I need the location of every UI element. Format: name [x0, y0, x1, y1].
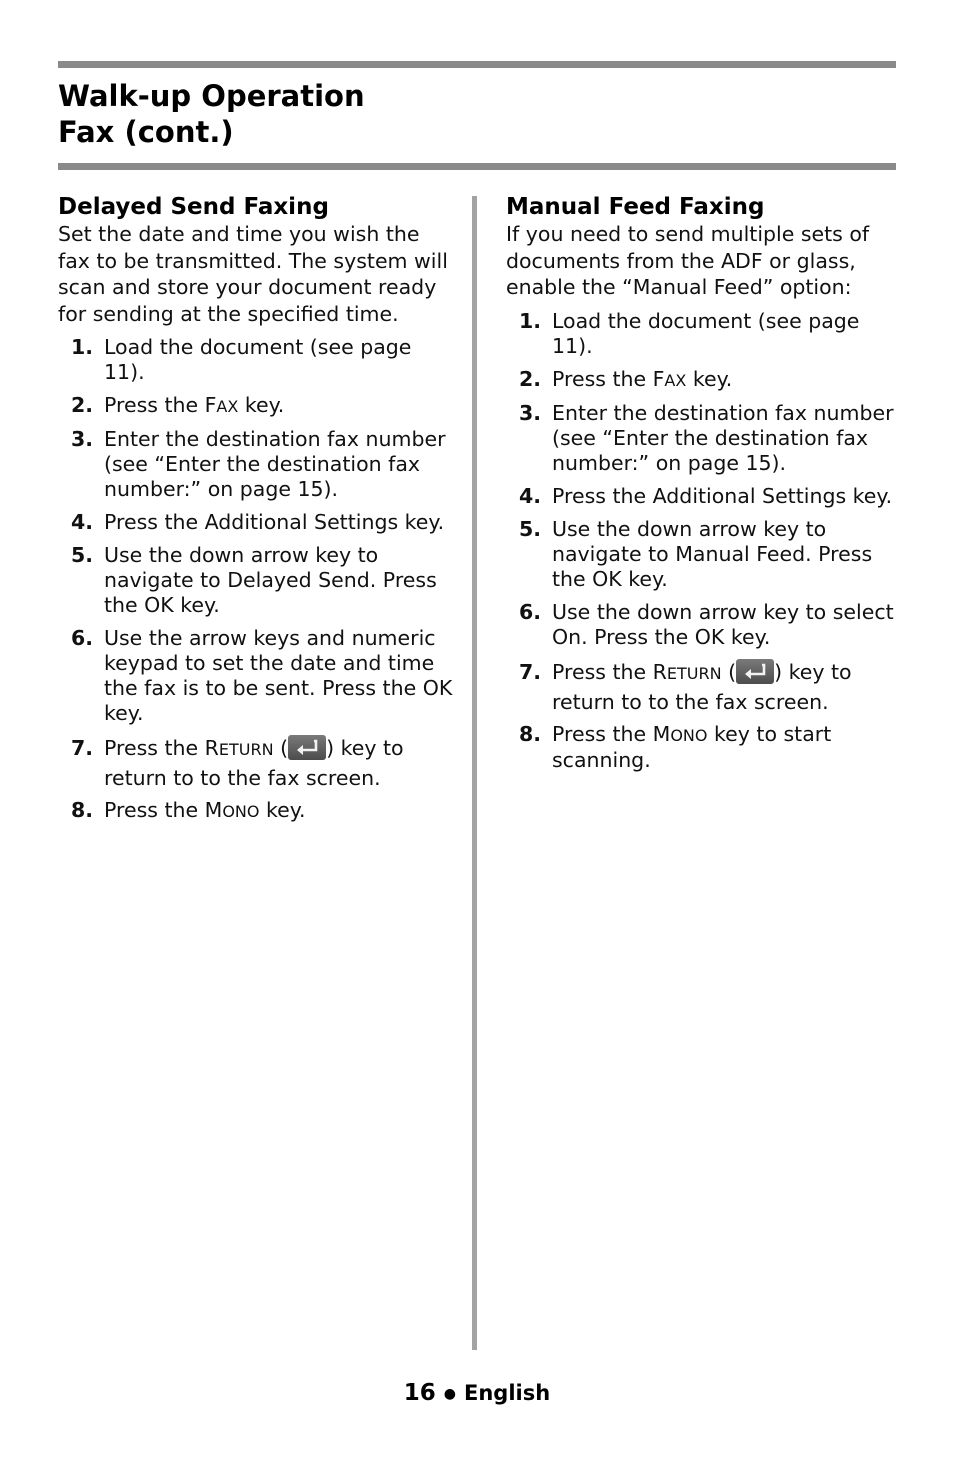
step-item [58, 798, 453, 824]
step-number: 8. [71, 798, 94, 822]
step-number: 7. [71, 736, 94, 760]
step-item [506, 517, 898, 592]
header-rule-top [58, 61, 896, 68]
step-text: Load the document (see page 11). [552, 308, 860, 358]
return-key-icon [288, 735, 326, 760]
step-number: 4. [71, 510, 94, 534]
step-text: Enter the destination fax number (see “Enter the destination fax number:” on page 15). [104, 427, 446, 501]
step-number: 7. [519, 659, 542, 684]
step-item [506, 600, 898, 650]
step-text: key. [259, 798, 306, 822]
key-name-smallcaps: ETURN [666, 663, 722, 683]
step-text: key to start scanning. [552, 721, 832, 772]
step-text: Press the F [104, 393, 217, 417]
section-intro: If you need to send multiple sets of documents from the ADF or glass, enable the “Manual Feed” option: [506, 222, 870, 299]
step-list [58, 335, 453, 824]
step-text: ) key to return to to the fax screen. [552, 659, 852, 714]
step-number: 5. [519, 516, 542, 541]
step-text: Press the R [552, 659, 667, 684]
title-line-2: Fax (cont.) [58, 115, 234, 149]
header-rule-bottom [58, 163, 896, 170]
step-number: 8. [519, 721, 542, 746]
step-list [506, 309, 898, 773]
page-title [58, 78, 365, 150]
step-text: Use the down arrow key to navigate to Delayed Send. Press the OK key. [104, 543, 437, 617]
step-text: ) key to return to to the fax screen. [104, 736, 404, 790]
title-line-1: Walk-up Operation [58, 79, 365, 113]
step-text: Press the Additional Settings key. [552, 483, 893, 508]
page-footer [0, 1380, 954, 1406]
return-key-icon [736, 659, 774, 684]
step-text: ( [273, 736, 289, 760]
delayed-send-section [58, 193, 453, 832]
step-text: Enter the destination fax number (see “Enter the destination fax number:” on page 15). [552, 400, 894, 475]
step-text: Use the down arrow key to navigate to Manual Feed. Press the OK key. [552, 516, 873, 591]
key-name-smallcaps: AX [664, 370, 687, 390]
section-heading: Delayed Send Faxing [58, 194, 329, 220]
step-item [58, 427, 453, 502]
step-number: 2. [519, 366, 542, 391]
step-item [58, 626, 453, 726]
step-item [506, 658, 898, 717]
step-text: key. [238, 393, 285, 417]
step-number: 3. [519, 400, 542, 425]
step-item [506, 309, 898, 359]
step-text: key. [686, 366, 733, 391]
column-divider [472, 196, 477, 1350]
step-number: 4. [519, 483, 542, 508]
page-number: 16 [403, 1380, 436, 1406]
step-item [506, 401, 898, 476]
step-text: Press the M [552, 721, 671, 746]
step-text: Press the M [104, 798, 223, 822]
step-text: Use the down arrow key to select On. Press the OK key. [552, 599, 894, 649]
step-number: 2. [71, 393, 94, 417]
step-item [58, 543, 453, 618]
step-text: ( [721, 659, 737, 684]
footer-language: English [464, 1381, 551, 1405]
key-name-smallcaps: ONO [222, 802, 260, 821]
step-number: 5. [71, 543, 94, 567]
section-heading: Manual Feed Faxing [506, 194, 765, 220]
step-item [506, 367, 898, 393]
step-text: Press the R [104, 736, 219, 760]
key-name-smallcaps: AX [216, 397, 239, 416]
step-number: 6. [519, 599, 542, 624]
step-number: 1. [71, 335, 94, 359]
step-item [506, 722, 898, 773]
step-text: Load the document (see page 11). [104, 335, 412, 384]
step-number: 1. [519, 308, 542, 333]
manual-feed-section [506, 193, 898, 781]
step-number: 3. [71, 427, 94, 451]
step-item [58, 393, 453, 419]
step-item [58, 734, 453, 793]
key-name-smallcaps: ETURN [218, 740, 274, 759]
step-text: Press the Additional Settings key. [104, 510, 445, 534]
footer-bullet: ● [443, 1386, 457, 1402]
section-intro: Set the date and time you wish the fax to be transmitted. The system will scan and store your document ready for sending at the specified time. [58, 222, 448, 326]
step-number: 6. [71, 626, 94, 650]
step-text: Press the F [552, 366, 665, 391]
key-name-smallcaps: ONO [670, 725, 708, 745]
step-item [58, 335, 453, 385]
step-text: Use the arrow keys and numeric keypad to set the date and time the fax is to be sent. Press the OK key. [104, 626, 453, 725]
step-item [506, 484, 898, 509]
step-item [58, 510, 453, 535]
